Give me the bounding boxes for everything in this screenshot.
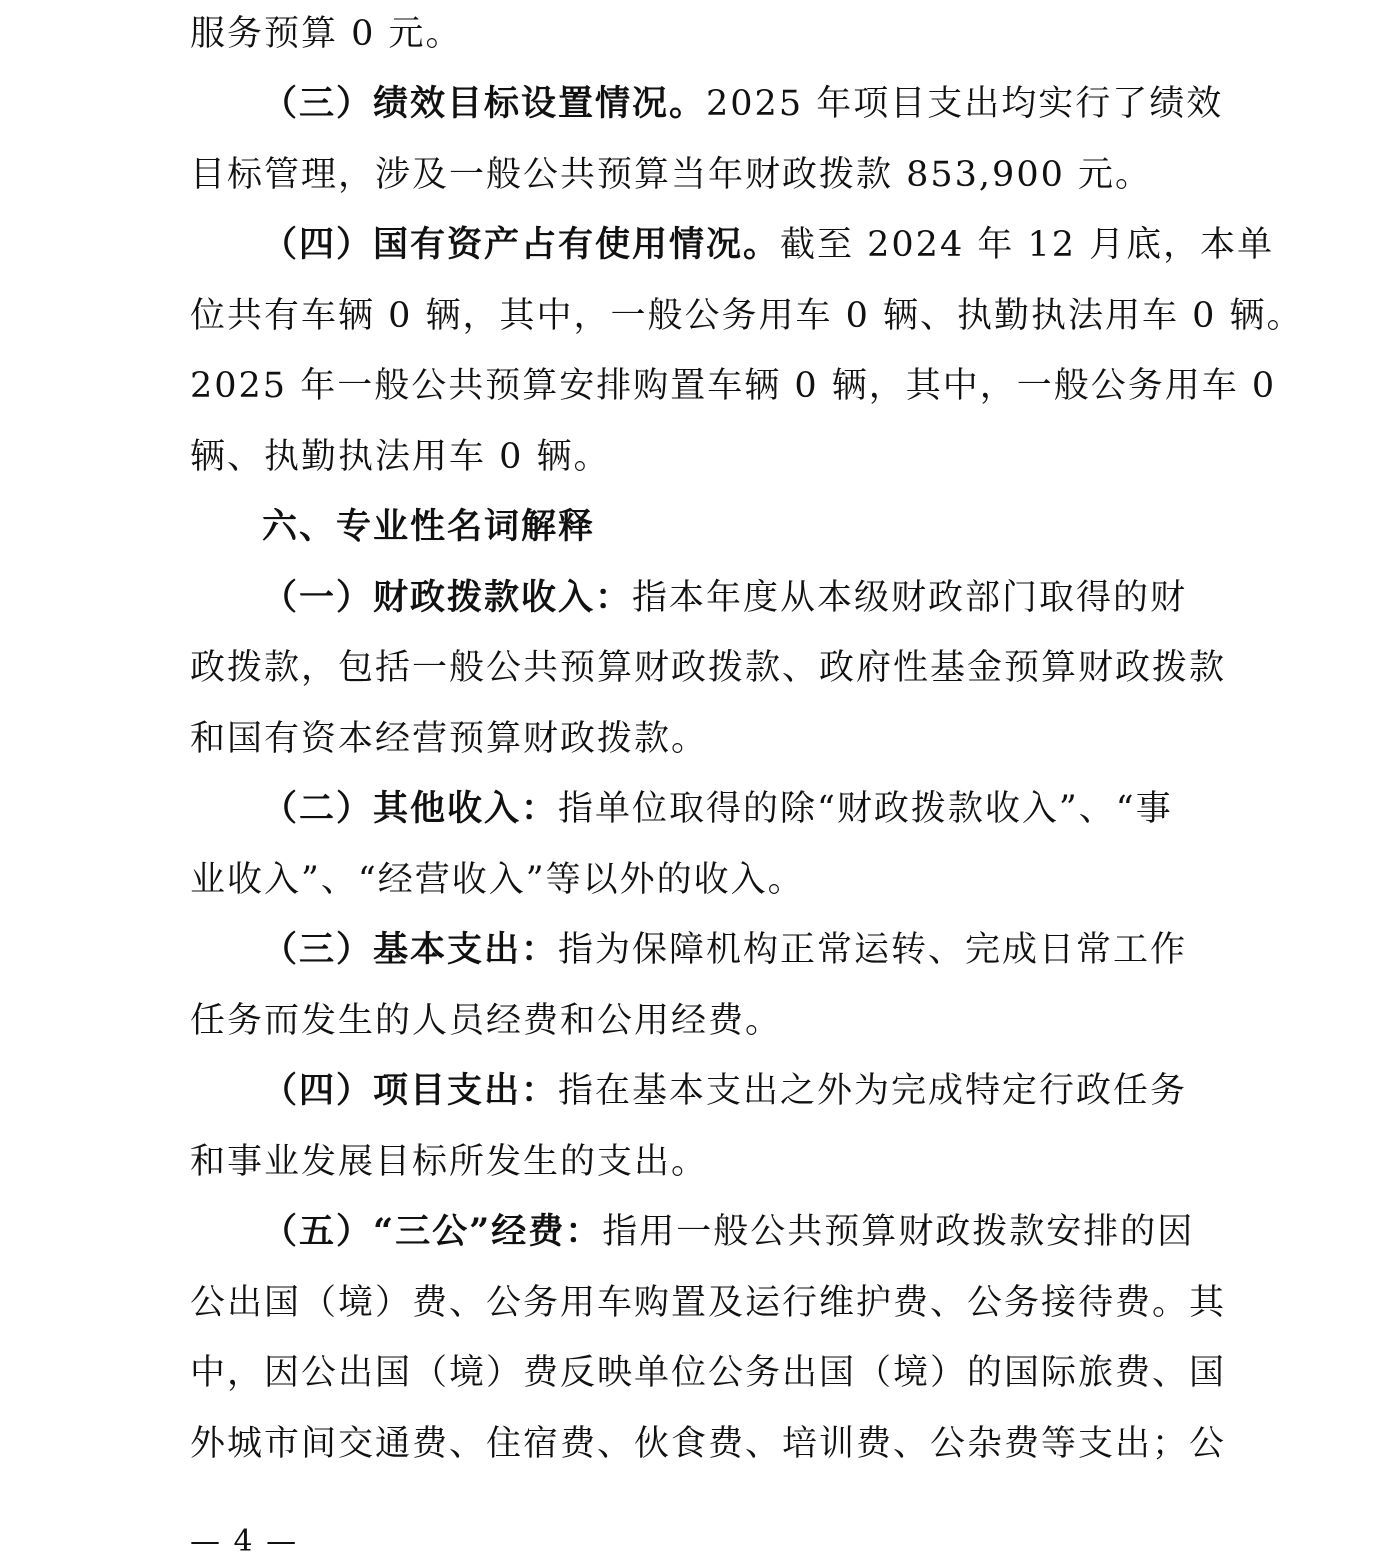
text-line-3 [190, 153, 1152, 197]
line-text: 指为保障机构正常运转、完成日常工作 [558, 930, 1188, 970]
line-text: 任务而发生的人员经费和公用经费。 [190, 1001, 783, 1041]
line-text: 服务预算 0 元。 [190, 14, 463, 54]
line-text: 和事业发展目标所发生的支出。 [190, 1142, 709, 1182]
line-text: 业收入”、“经营收入”等以外的收入。 [190, 860, 805, 900]
text-line-13 [190, 858, 805, 902]
text-line-19 [190, 1281, 1226, 1325]
text-line-9 [262, 576, 1187, 620]
term-lead: （四）项目支出： [262, 1070, 559, 1111]
text-line-16 [262, 1069, 1187, 1113]
text-line-7 [190, 435, 611, 479]
section-lead: （三）绩效目标设置情况。 [262, 83, 707, 124]
text-line-5 [190, 294, 1304, 338]
text-line-10 [190, 646, 1226, 690]
term-lead: （二）其他收入： [262, 788, 559, 829]
text-line-2 [262, 82, 1223, 126]
text-line-1 [190, 12, 463, 56]
line-text: 截至 2024 年 12 月底，本单 [780, 225, 1275, 265]
text-line-20 [190, 1351, 1226, 1395]
page-number: — 4 — [190, 1524, 299, 1559]
text-line-14 [262, 928, 1187, 972]
text-line-12 [262, 787, 1173, 831]
line-text: 目标管理，涉及一般公共预算当年财政拨款 853,900 元。 [190, 155, 1152, 195]
section-heading [262, 505, 595, 549]
text-line-18 [262, 1210, 1194, 1254]
line-text: 中，因公出国（境）费反映单位公务出国（境）的国际旅费、国 [190, 1353, 1227, 1393]
line-text: 辆、执勤执法用车 0 辆。 [190, 437, 611, 477]
line-text: 和国有资本经营预算财政拨款。 [190, 719, 709, 759]
term-lead: （一）财政拨款收入： [262, 577, 633, 618]
line-text: 指单位取得的除“财政拨款收入”、“事 [558, 789, 1173, 829]
text-line-4 [262, 223, 1274, 267]
line-text: 政拨款，包括一般公共预算财政拨款、政府性基金预算财政拨款 [190, 648, 1227, 688]
line-text: 位共有车辆 0 辆，其中，一般公务用车 0 辆、执勤执法用车 0 辆。 [190, 296, 1304, 336]
line-text: 2025 年一般公共预算安排购置车辆 0 辆，其中，一般公务用车 0 [190, 366, 1277, 406]
term-lead: （三）基本支出： [262, 929, 559, 970]
text-line-17 [190, 1140, 708, 1184]
heading-text: 六、专业性名词解释 [262, 507, 596, 547]
line-text: 公出国（境）费、公务用车购置及运行维护费、公务接待费。其 [190, 1283, 1227, 1323]
line-text: 2025 年项目支出均实行了绩效 [706, 84, 1224, 124]
text-line-15 [190, 999, 782, 1043]
text-line-6 [190, 364, 1276, 408]
line-text: 指本年度从本级财政部门取得的财 [632, 578, 1188, 618]
line-text: 指在基本支出之外为完成特定行政任务 [558, 1071, 1188, 1111]
text-line-21 [190, 1422, 1226, 1466]
term-lead: （五）“三公”经费： [262, 1211, 603, 1252]
line-text: 指用一般公共预算财政拨款安排的因 [602, 1212, 1195, 1252]
text-line-11 [190, 717, 708, 761]
line-text: 外城市间交通费、住宿费、伙食费、培训费、公杂费等支出；公 [190, 1424, 1227, 1464]
section-lead: （四）国有资产占有使用情况。 [262, 224, 781, 265]
